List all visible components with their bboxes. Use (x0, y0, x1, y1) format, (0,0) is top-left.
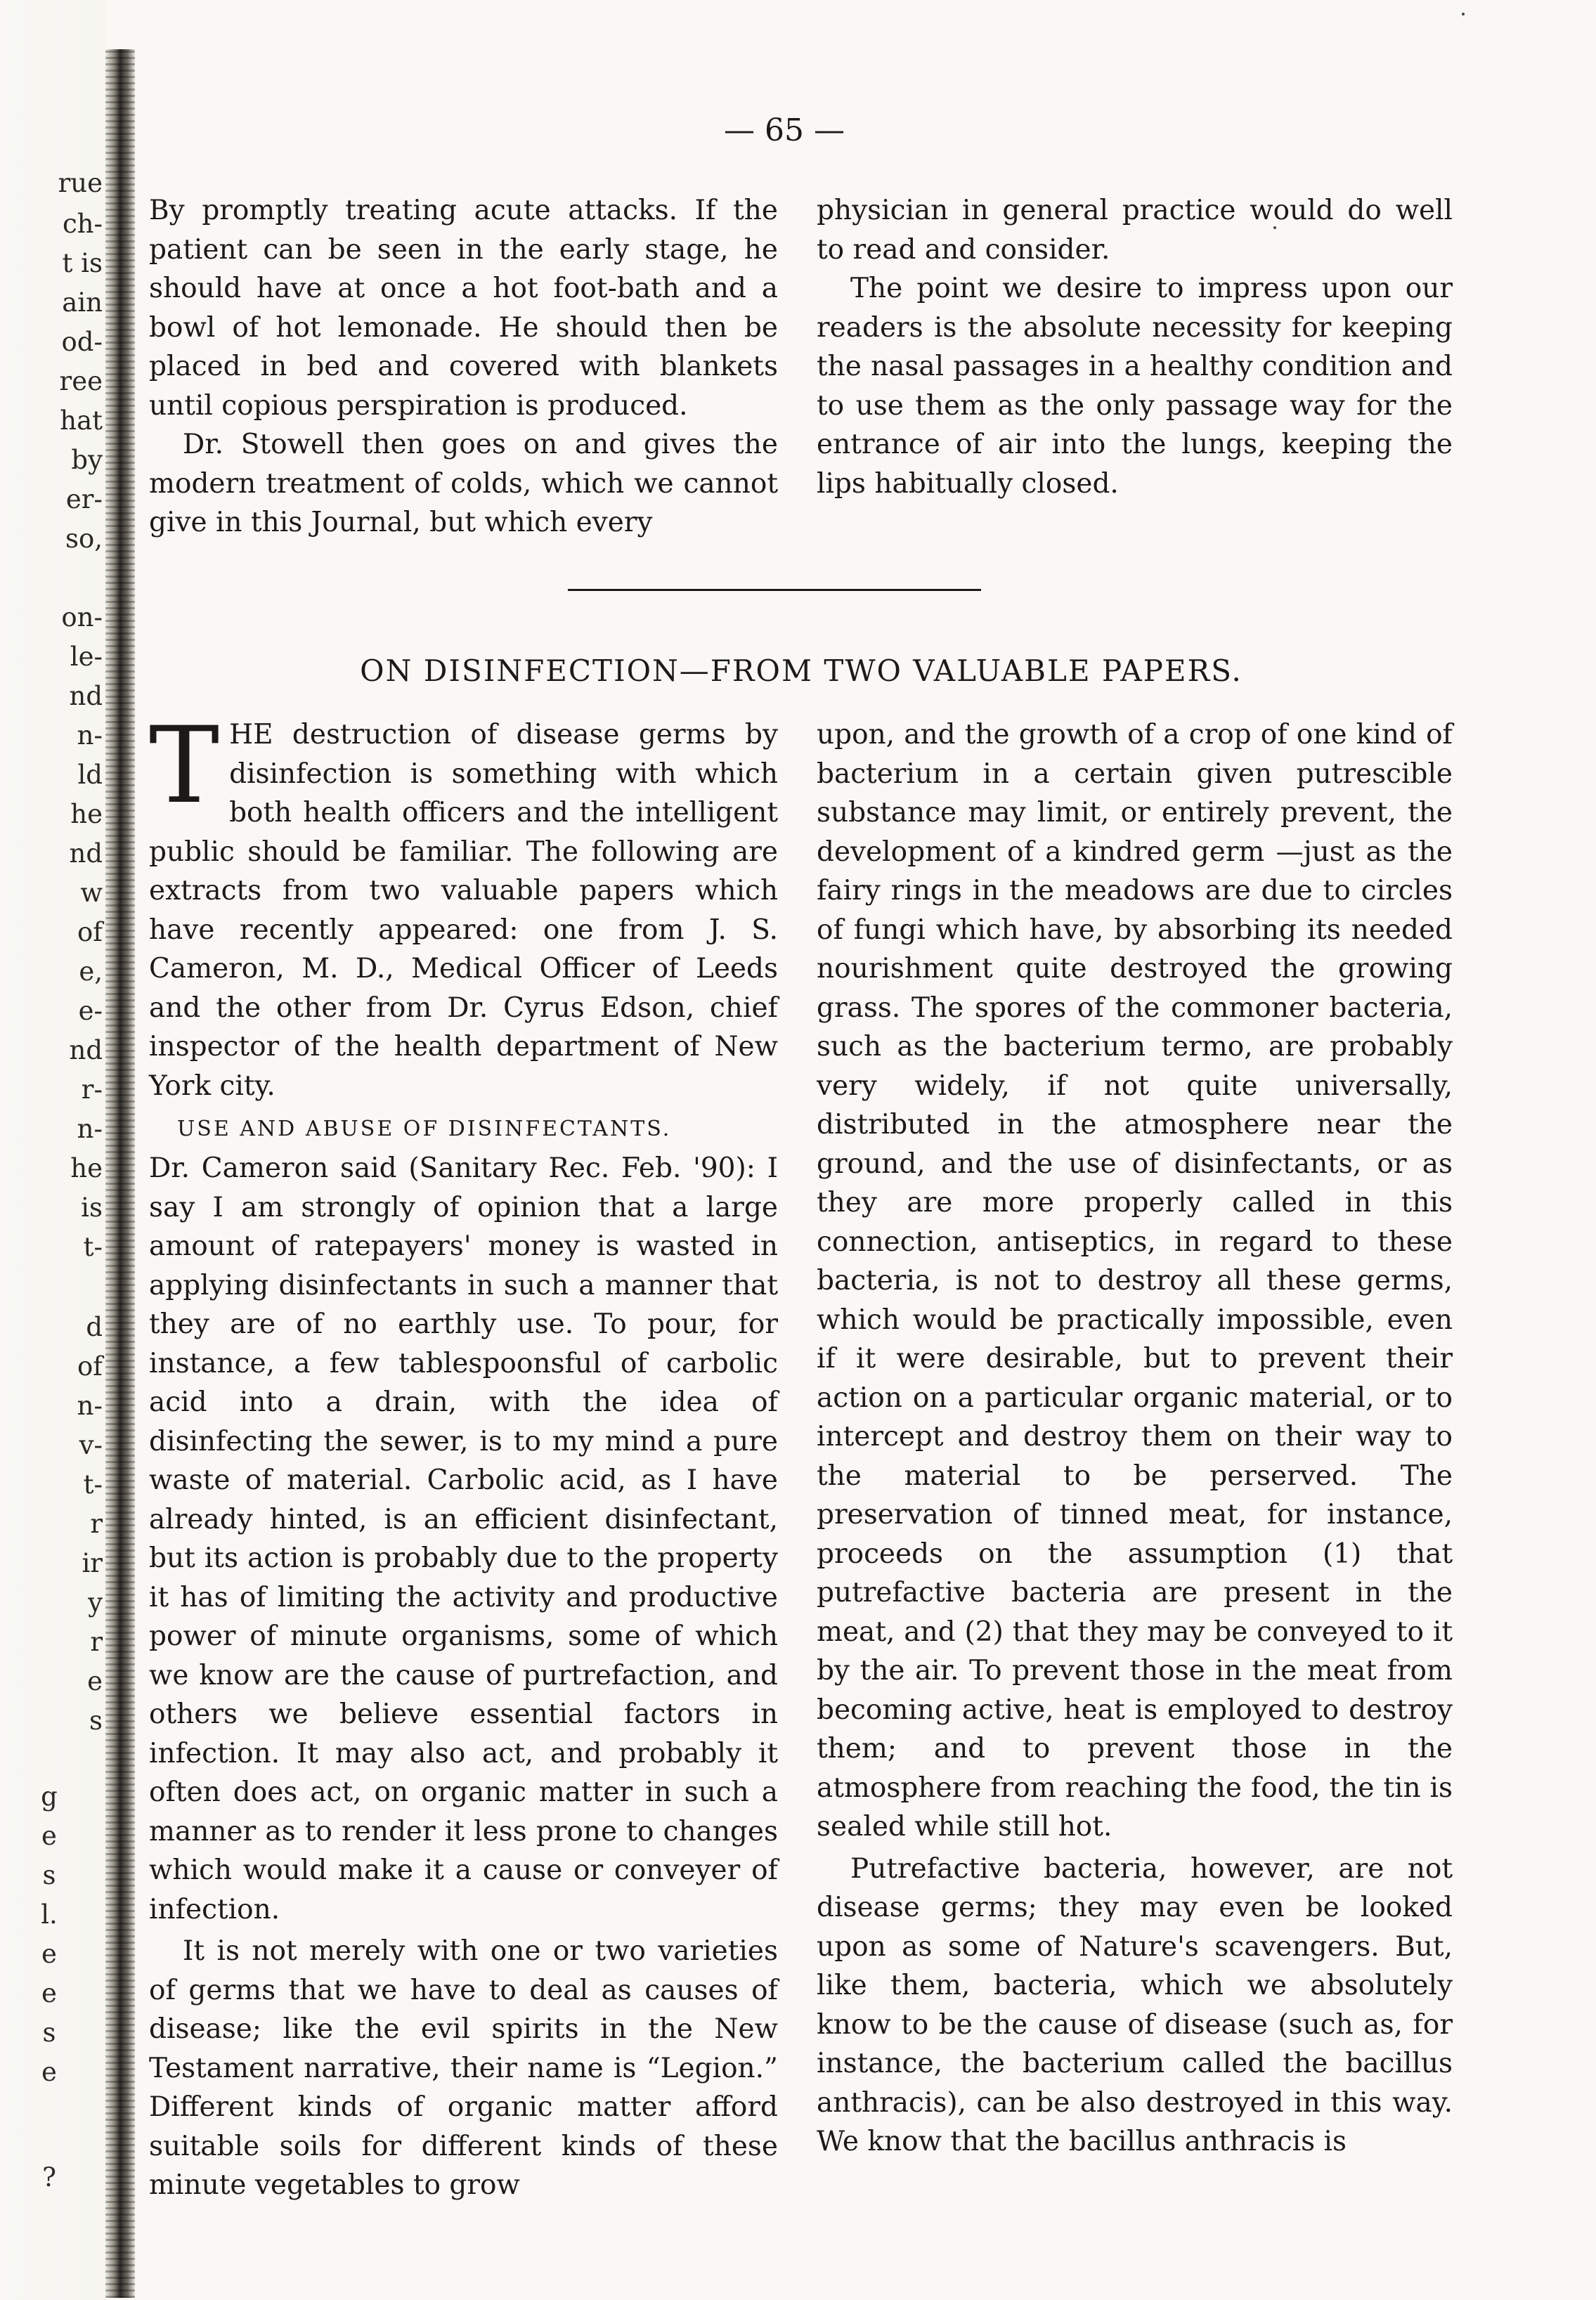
top-left-column (149, 191, 778, 542)
gutter-fragment: e- (78, 996, 103, 1026)
gutter-fragment: n- (77, 1114, 103, 1144)
gutter-fragment: he (70, 799, 103, 829)
gutter-fragment: ? (42, 2162, 56, 2192)
gutter-fragment: e (41, 1939, 57, 1969)
gutter-fragment: e, (79, 956, 103, 987)
gutter-fragment: r (90, 1627, 103, 1657)
gutter-fragment: by (71, 445, 103, 475)
gutter-fragment: e (41, 1978, 57, 2008)
gutter-fragment: so, (65, 524, 103, 554)
page-binding-edge (105, 49, 135, 2298)
gutter-fragment: of (77, 917, 103, 947)
intro-text: HE destruction of disease germs by disinfection is something with which both health officers and the intelligent public should be familiar. The following are extracts from two valuable papers which have recently appeared: one from J. S. Cameron, M. D., Medical Officer of Leeds and the other from Dr. Cyrus Edson, chief inspector of the health department of New York city. (149, 719, 778, 1102)
gutter-fragment: l. (41, 1899, 58, 1930)
gutter-fragment: s (89, 1705, 103, 1736)
article-left-column (149, 705, 778, 2205)
drop-cap: T (149, 705, 220, 827)
gutter-fragment: n- (77, 720, 103, 751)
gutter-fragment: ch- (62, 209, 103, 239)
gutter-fragment: n- (77, 1391, 103, 1421)
gutter-fragment: ld (77, 760, 103, 790)
gutter-fragment: nd (69, 838, 103, 869)
gutter-fragment: nd (69, 1035, 103, 1065)
gutter-fragment: e (41, 2057, 57, 2087)
gutter-fragment: is (81, 1193, 103, 1223)
section-divider-rule (568, 589, 981, 591)
gutter-fragment: ain (62, 287, 103, 318)
intro-paragraph (149, 705, 778, 1105)
page-number: — 65 — (724, 112, 845, 148)
paper-speck (1273, 226, 1276, 229)
article-right-column (817, 715, 1453, 2162)
gutter-fragment: s (42, 1860, 56, 1890)
gutter-fragment: d (86, 1312, 103, 1342)
paper-speck (1462, 13, 1465, 15)
gutter-fragment: er- (65, 484, 103, 514)
paragraph: physician in general practice would do well to read and consider. (817, 195, 1453, 266)
gutter-fragment: e (41, 1821, 57, 1851)
gutter-fragment: on- (61, 602, 103, 632)
gutter-fragment: e (87, 1666, 103, 1696)
gutter-fragment: y (88, 1587, 103, 1618)
paragraph: It is not merely with one or two varieties of germs that we have to deal as causes of disease; like the evil spirits in the New Testament narrative, their name is “Legion.” Different kinds of organic matter afford suitable soils for different kinds of these minute vegetables to grow (149, 1935, 778, 2201)
paragraph: The point we desire to impress upon our readers is the absolute necessity for keeping the nasal passages in a healthy condition and to use them as the only passage way for the entrance of air into the lungs, keeping the lips habitually closed. (817, 273, 1453, 500)
gutter-fragment: ree (59, 366, 103, 396)
article-title: ON DISINFECTION—FROM TWO VALUABLE PAPERS. (360, 654, 1243, 688)
paragraph: Dr. Stowell then goes on and gives the modern treatment of colds, which we cannot give in this Journal, but which every (149, 429, 778, 538)
gutter-fragment: r- (81, 1074, 103, 1105)
top-right-column (817, 191, 1453, 503)
paragraph: Dr. Cameron said (Sanitary Rec. Feb. '90): I say I am strongly of opinion that a large amount of ratepayers' money is wasted in applying disinfectants in such a manner that they are of no earthly use. To pour, for instance, a few tablespoonsful of carbolic acid into a drain, with the idea of disinfecting the sewer, is to my mind a pure waste of material. Carbolic acid, as I have already hinted, is an efficient disinfectant, but its action is probably due to the property it has of limiting the activity and productive power of minute organisms, some of which we know are the cause of purtrefaction, and others we believe essential factors in infection. It may also act, and probably it often does act, on organic matter in such a manner as to render it less prone to changes which would make it a cause or conveyer of infection. (149, 1152, 778, 1925)
paragraph: Putrefactive bacteria, however, are not disease germs; they may even be looked upon as some of Nature's scavengers. But, like them, bacteria, which we absolutely know to be the cause of disease (such as, for instance, the bacterium called the bacillus anthracis), can be also destroyed in this way. We know that the bacillus anthracis is (817, 1852, 1453, 2157)
gutter-fragment: g (41, 1781, 58, 1812)
gutter-fragment: s (42, 2018, 56, 2048)
left-gutter-margin (0, 0, 105, 2300)
paragraph: upon, and the growth of a crop of one kind of bacterium in a certain given putrescible substance may limit, or entirely prevent, the development of a kindred germ —just as the fairy rings in the meadows are due to circles of fungi which have, by absorbing its needed nourishment quite destroyed the growing grass. The spores of the commoner bacteria, such as the bacterium termo, are probably very widely, if not quite universally, distributed in the atmosphere near the ground, and the use of disinfectants, or as they are more properly called in this connection, antiseptics, in regard to these bacteria, is not to destroy all these germs, which would be practically impossible, even if it were desirable, but to prevent their action on a particular organic material, or to intercept and destroy them on their way to the material to be perserved. The preservation of tinned meat, for instance, proceeds on the assumption (1) that putrefactive bacteria are present in the meat, and (2) that they may be conveyed to it by the air. To prevent those in the meat from becoming active, heat is employed to destroy them; and to prevent those in the atmosphere from reaching the food, the tin is sealed while still hot. (817, 719, 1453, 1843)
gutter-fragment: he (70, 1153, 103, 1183)
gutter-fragment: hat (60, 405, 103, 436)
gutter-fragment: od- (61, 327, 103, 357)
gutter-fragment: v- (79, 1430, 103, 1460)
gutter-fragment: w (80, 878, 103, 908)
gutter-fragment: t- (83, 1232, 103, 1262)
gutter-fragment: nd (69, 681, 103, 711)
gutter-fragment: of (77, 1351, 103, 1382)
gutter-fragment: le- (70, 642, 103, 672)
gutter-fragment: t is (62, 248, 103, 278)
gutter-fragment: r (90, 1509, 103, 1539)
section-subheading: USE AND ABUSE OF DISINFECTANTS. (177, 1117, 672, 1141)
gutter-fragment: rue (58, 168, 103, 198)
gutter-fragment: ir (82, 1548, 103, 1578)
paragraph: By promptly treating acute attacks. If the patient can be seen in the early stage, he should have at once a hot foot-bath and a bowl of hot lemonade. He should then be placed in bed and covered with blankets until copious perspiration is produced. (149, 195, 778, 422)
gutter-fragment: t- (83, 1469, 103, 1500)
